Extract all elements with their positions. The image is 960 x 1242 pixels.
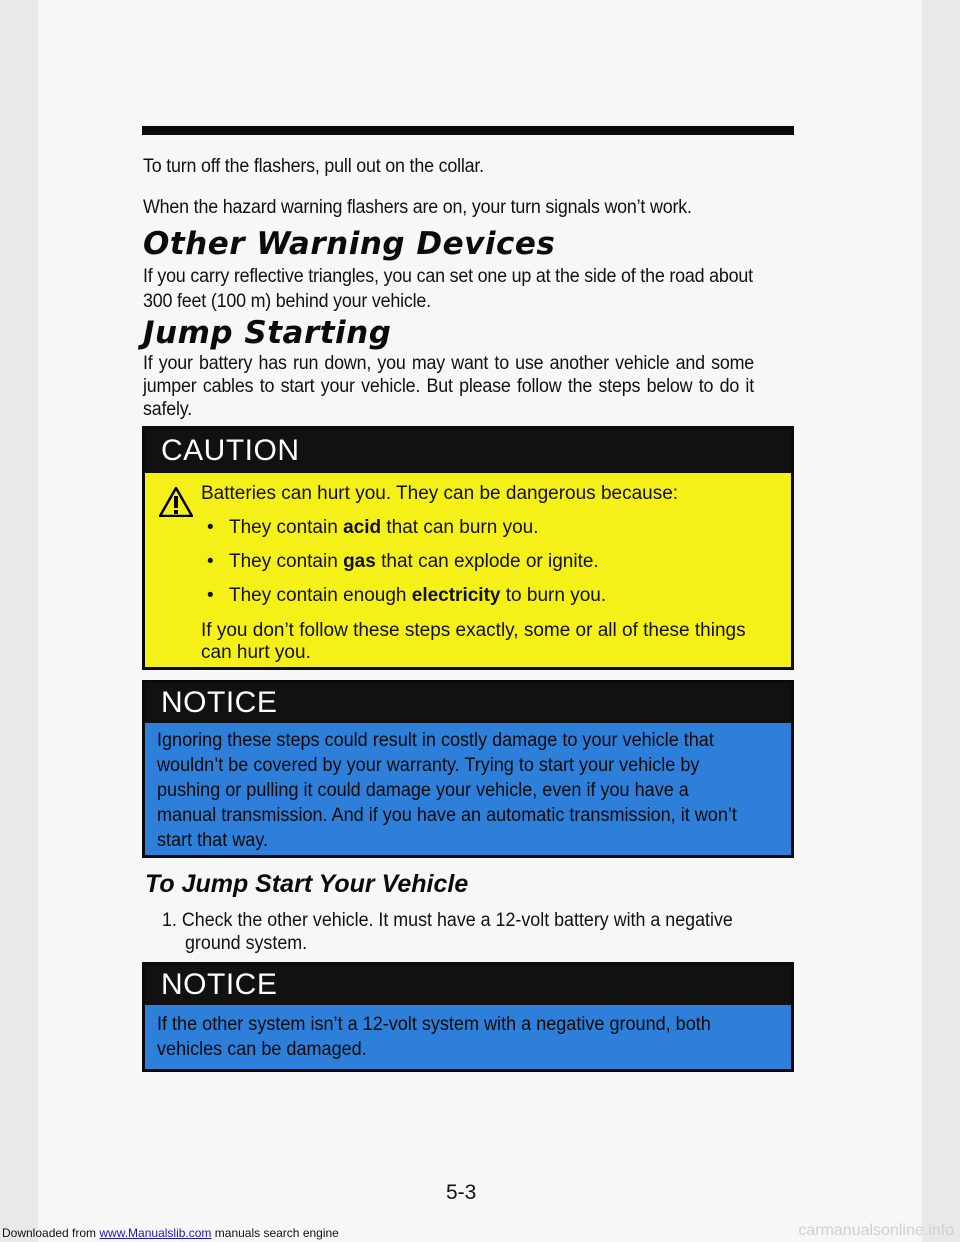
flashers-off-text: To turn off the flashers, pull out on the collar. (143, 156, 484, 177)
jump-starting-body: If your battery has run down, you may want to use another vehicle and some jumper cables to start your vehicle. But please follow the steps below to do it safely. (143, 353, 754, 420)
caution-box (142, 426, 794, 670)
caution-bullet-acid: • They contain acid that can burn you. (207, 517, 539, 538)
notice-box-2 (142, 962, 794, 1072)
notice1-line-5: start that way. (157, 830, 269, 851)
notice1-line-3: pushing or pulling it could damage your vehicle, even if you have a (157, 780, 689, 801)
caution-bullet-electricity: • They contain enough electricity to burn you. (207, 585, 607, 606)
heading-to-jump-start: To Jump Start Your Vehicle (145, 870, 469, 898)
heading-other-warning-devices: Other Warning Devices (143, 226, 556, 262)
bullet-dot-icon: • (207, 517, 214, 538)
notice-title-1: NOTICE (145, 683, 791, 723)
step-1-line1: 1. Check the other vehicle. It must have a 12-volt battery with a negative (162, 910, 733, 931)
caution-outro-line2: can hurt you. (201, 642, 311, 663)
notice-title-2: NOTICE (145, 965, 791, 1005)
page-number: 5-3 (446, 1181, 477, 1204)
caution-title: CAUTION (145, 429, 791, 473)
hazard-note-text: When the hazard warning flashers are on, your turn signals won’t work. (143, 197, 692, 218)
notice2-line-1: If the other system isn’t a 12-volt system with a negative ground, both (157, 1014, 711, 1035)
notice-body-2 (145, 1005, 791, 1069)
caution-outro-line1: If you don’t follow these steps exactly, some or all of these things (201, 620, 746, 641)
notice-body-1 (145, 723, 791, 855)
warning-triangle-icon (159, 487, 193, 517)
notice1-line-2: wouldn’t be covered by your warranty. Trying to start your vehicle by (157, 755, 700, 776)
watermark-text: carmanualsonline.info (798, 1222, 954, 1239)
caution-bullet-gas: • They contain gas that can explode or ignite. (207, 551, 599, 572)
bullet-dot-icon: • (207, 585, 214, 606)
notice-box-1 (142, 680, 794, 858)
step-1-line2: ground system. (185, 933, 308, 954)
notice1-line-1: Ignoring these steps could result in costly damage to your vehicle that (157, 730, 714, 751)
notice2-line-2: vehicles can be damaged. (157, 1039, 367, 1060)
other-warning-body: If you carry reflective triangles, you can set one up at the side of the road about 300 feet (100 m) behind your vehicle. (143, 266, 753, 312)
notice1-line-4: manual transmission. And if you have an automatic transmission, it won’t (157, 805, 737, 826)
caution-intro: Batteries can hurt you. They can be dangerous because: (201, 483, 679, 504)
heading-jump-starting: Jump Starting (143, 315, 392, 351)
download-footer: Downloaded from www.Manualslib.com manuals search engine (2, 1226, 339, 1240)
caution-body (145, 473, 791, 667)
bullet-dot-icon: • (207, 551, 214, 572)
top-rule (142, 126, 794, 135)
manualslib-link[interactable]: www.Manualslib.com (99, 1226, 212, 1240)
